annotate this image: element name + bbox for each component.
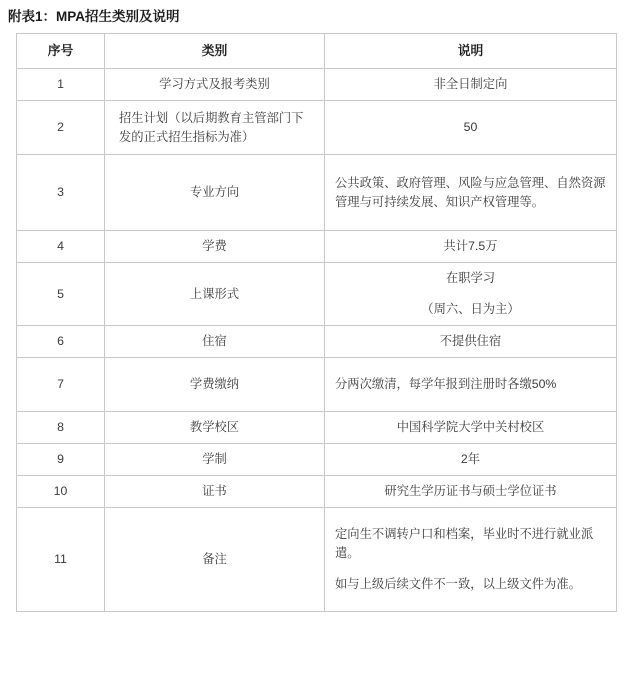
cell-description: 共计7.5万 [325,231,617,263]
cell-index: 1 [17,69,105,101]
table-row [17,444,617,476]
cell-description: 50 [325,101,617,155]
cell-category: 招生计划（以后期教育主管部门下发的正式招生指标为准） [105,101,325,155]
cell-category: 专业方向 [105,155,325,231]
cell-index: 9 [17,444,105,476]
cell-description [325,263,617,326]
table-row [17,476,617,508]
cell-category: 上课形式 [105,263,325,326]
cell-index: 6 [17,326,105,358]
cell-category: 学制 [105,444,325,476]
cell-category: 学费 [105,231,325,263]
cell-category: 学习方式及报考类别 [105,69,325,101]
cell-index: 8 [17,412,105,444]
column-header-description: 说明 [325,34,617,69]
cell-index: 2 [17,101,105,155]
mpa-admission-table [16,33,617,612]
cell-index: 3 [17,155,105,231]
cell-category: 住宿 [105,326,325,358]
table-row [17,412,617,444]
cell-description: 中国科学院大学中关村校区 [325,412,617,444]
cell-index: 10 [17,476,105,508]
cell-category: 备注 [105,508,325,612]
cell-description: 公共政策、政府管理、风险与应急管理、自然资源管理与可持续发展、知识产权管理等。 [325,155,617,231]
cell-description: 研究生学历证书与硕士学位证书 [325,476,617,508]
table-row [17,358,617,412]
cell-description: 2年 [325,444,617,476]
table-row [17,155,617,231]
description-line-1: 在职学习 [445,271,496,286]
table-caption [0,0,632,33]
description-line-2: 如与上级后续文件不一致，以上级文件为准。 [335,577,581,592]
column-header-index: 序号 [17,34,105,69]
table-row [17,69,617,101]
cell-category: 教学校区 [105,412,325,444]
table-row [17,263,617,326]
table-row [17,231,617,263]
column-header-category: 类别 [105,34,325,69]
cell-description [325,508,617,612]
table-row [17,326,617,358]
table-caption-text: MPA招生类别及说明 [56,9,180,24]
cell-description: 非全日制定向 [325,69,617,101]
table-header-row [17,34,617,69]
cell-category: 学费缴纳 [105,358,325,412]
description-line-2: （周六、日为主） [421,302,520,317]
description-line-1: 定向生不调转户口和档案，毕业时不进行就业派遣。 [335,527,594,561]
cell-description: 不提供住宿 [325,326,617,358]
cell-category: 证书 [105,476,325,508]
cell-index: 4 [17,231,105,263]
table-row [17,101,617,155]
table-caption-label: 附表1： [8,9,57,24]
table-row [17,508,617,612]
cell-index: 7 [17,358,105,412]
cell-index: 11 [17,508,105,612]
cell-index: 5 [17,263,105,326]
cell-description: 分两次缴清，每学年报到注册时各缴50% [325,358,617,412]
